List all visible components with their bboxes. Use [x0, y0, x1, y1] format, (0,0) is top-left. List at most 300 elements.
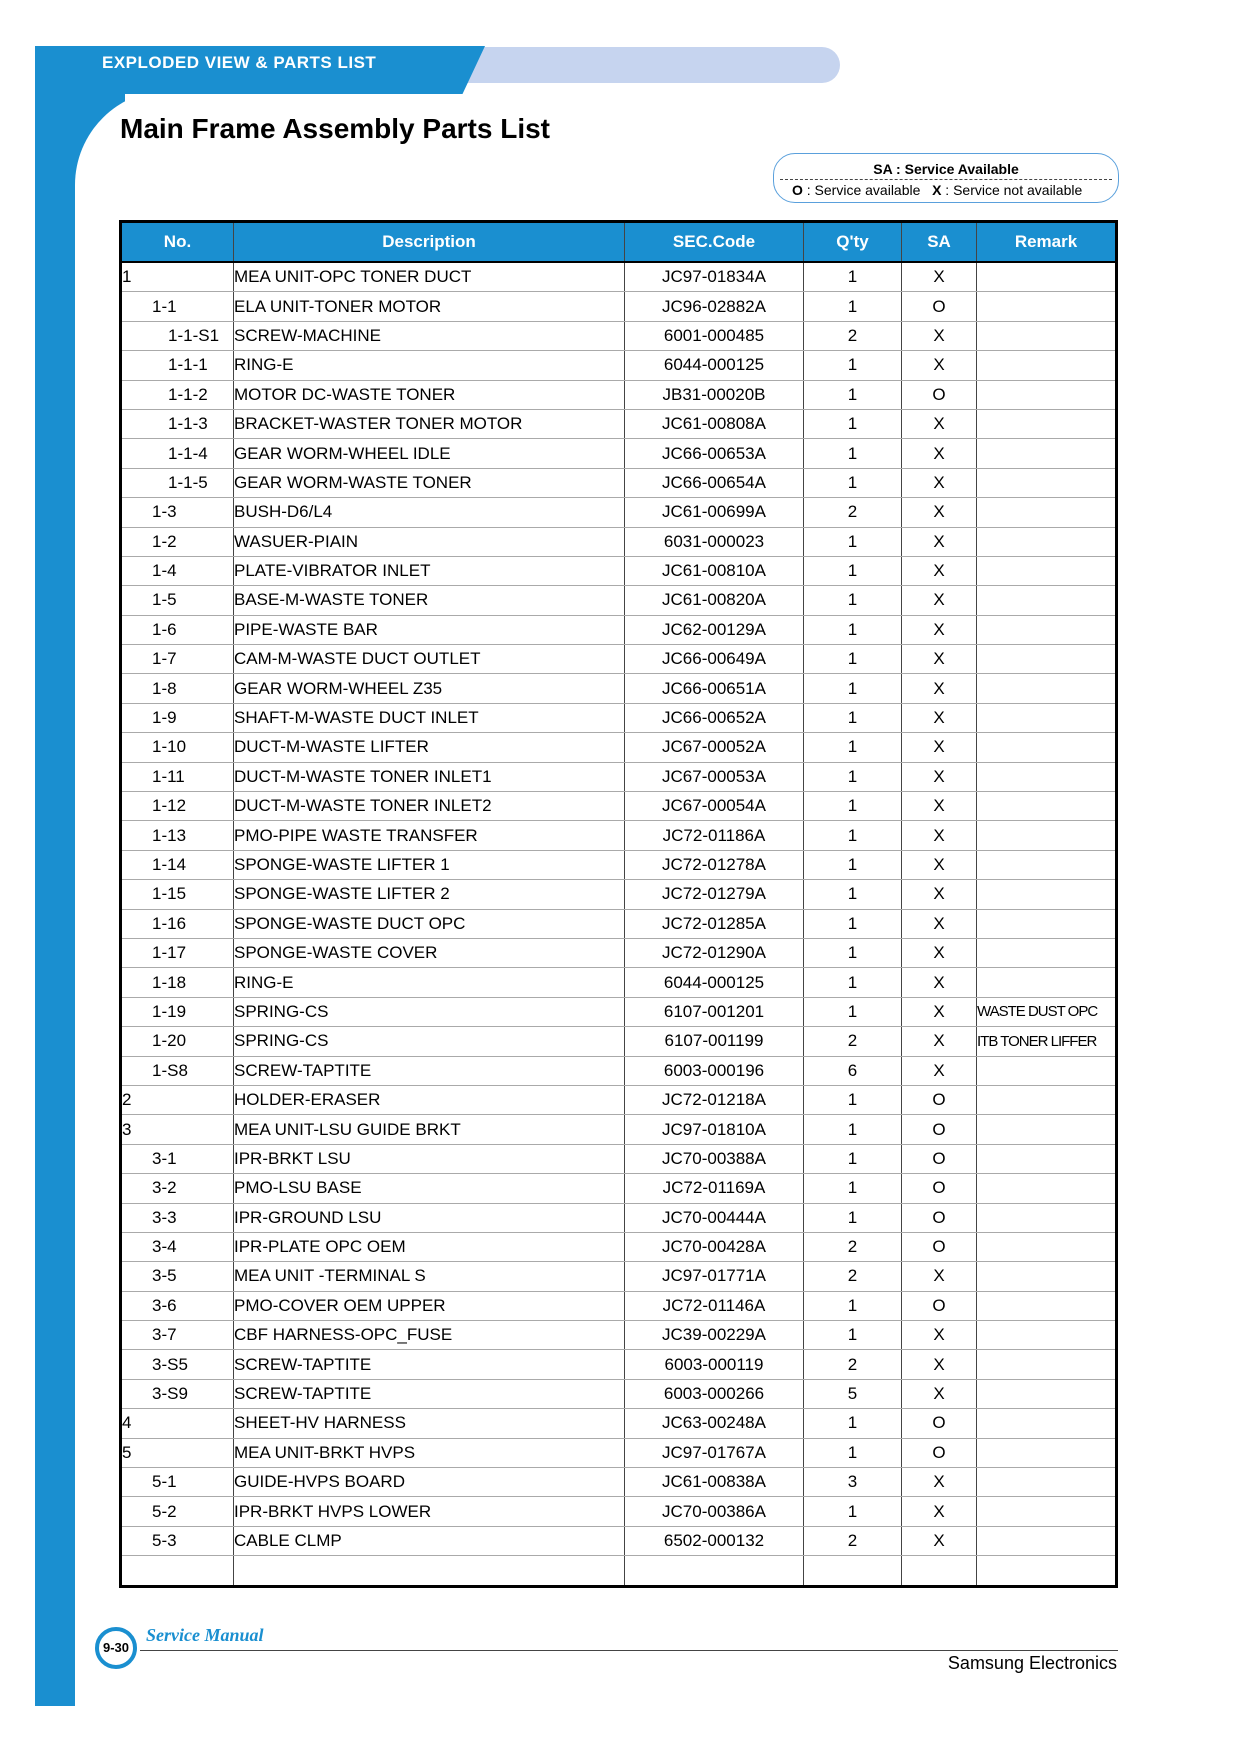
cell-sa: X [902, 1468, 977, 1497]
cell-qty: 1 [804, 262, 902, 292]
legend-x-symbol: X [932, 182, 942, 198]
table-row [121, 1379, 1117, 1408]
cell-no: 5-3 [121, 1526, 234, 1555]
cell-code: JC66-00654A [625, 468, 804, 497]
cell-no: 1-1-5 [121, 468, 234, 497]
cell-sa: X [902, 556, 977, 585]
cell-desc: SCREW-TAPTITE [234, 1379, 625, 1408]
column-header-sec-code: SEC.Code [625, 222, 804, 263]
legend-key [792, 182, 1082, 198]
cell-qty: 5 [804, 1379, 902, 1408]
table-row [121, 1526, 1117, 1555]
cell-remark [977, 1115, 1117, 1144]
cell-remark [977, 733, 1117, 762]
cell-code: JC66-00651A [625, 674, 804, 703]
cell-remark: ITB TONER LIFFER [977, 1027, 1117, 1056]
cell-qty: 2 [804, 1262, 902, 1291]
cell-code: 6001-000485 [625, 321, 804, 350]
cell-code: JC72-01278A [625, 850, 804, 879]
table-row [121, 468, 1117, 497]
cell-desc: DUCT-M-WASTE LIFTER [234, 733, 625, 762]
cell-sa: X [902, 674, 977, 703]
cell-desc: WASUER-PIAIN [234, 527, 625, 556]
cell-remark [977, 1232, 1117, 1261]
cell-sa: X [902, 321, 977, 350]
table-row [121, 1262, 1117, 1291]
cell-code: JC72-01279A [625, 880, 804, 909]
table-row [121, 1438, 1117, 1467]
cell-remark [977, 674, 1117, 703]
cell-qty: 3 [804, 1468, 902, 1497]
cell-no: 1-20 [121, 1027, 234, 1056]
cell-sa: O [902, 1174, 977, 1203]
table-row [121, 1115, 1117, 1144]
cell-remark [977, 409, 1117, 438]
cell-qty: 1 [804, 880, 902, 909]
cell-remark [977, 615, 1117, 644]
cell-qty: 1 [804, 1203, 902, 1232]
cell-sa: X [902, 468, 977, 497]
cell-desc: IPR-BRKT LSU [234, 1144, 625, 1173]
cell-code: JC70-00386A [625, 1497, 804, 1526]
cell-sa: X [902, 703, 977, 732]
table-row [121, 556, 1117, 585]
cell-no: 1-1-4 [121, 439, 234, 468]
cell-qty: 1 [804, 762, 902, 791]
cell-no: 1-8 [121, 674, 234, 703]
table-row [121, 938, 1117, 967]
parts-table-body [121, 262, 1117, 1586]
cell-qty: 1 [804, 1321, 902, 1350]
cell-desc: SPRING-CS [234, 997, 625, 1026]
table-row [121, 351, 1117, 380]
cell-desc: PLATE-VIBRATOR INLET [234, 556, 625, 585]
cell-sa: X [902, 1350, 977, 1379]
company-name: Samsung Electronics [947, 1653, 1117, 1673]
cell-desc: PMO-COVER OEM UPPER [234, 1291, 625, 1320]
cell-sa: X [902, 409, 977, 438]
cell-qty: 1 [804, 1144, 902, 1173]
cell-remark [977, 1321, 1117, 1350]
cell-qty: 1 [804, 850, 902, 879]
cell-code: 6044-000125 [625, 968, 804, 997]
cell-no: 5-1 [121, 1468, 234, 1497]
cell-no: 3-6 [121, 1291, 234, 1320]
cell-qty: 1 [804, 674, 902, 703]
cell-sa: O [902, 1232, 977, 1261]
cell-sa: X [902, 733, 977, 762]
table-row [121, 1291, 1117, 1320]
cell-desc: ELA UNIT-TONER MOTOR [234, 292, 625, 321]
cell-desc: DUCT-M-WASTE TONER INLET2 [234, 792, 625, 821]
cell-code: 6003-000266 [625, 1379, 804, 1408]
cell-desc: SCREW-TAPTITE [234, 1056, 625, 1085]
table-row [121, 1321, 1117, 1350]
cell-remark [977, 498, 1117, 527]
cell-remark [977, 586, 1117, 615]
cell-sa: O [902, 1409, 977, 1438]
cell-sa: X [902, 498, 977, 527]
cell-no: 5 [121, 1438, 234, 1467]
cell-remark [977, 968, 1117, 997]
table-row [121, 1556, 1117, 1586]
cell-desc: SHEET-HV HARNESS [234, 1409, 625, 1438]
cell-code: JC70-00428A [625, 1232, 804, 1261]
cell-remark [977, 645, 1117, 674]
cell-desc: PMO-PIPE WASTE TRANSFER [234, 821, 625, 850]
cell-sa: X [902, 1321, 977, 1350]
cell-qty: 1 [804, 821, 902, 850]
cell-code: JC61-00699A [625, 498, 804, 527]
cell-desc: SCREW-MACHINE [234, 321, 625, 350]
cell-qty: 1 [804, 351, 902, 380]
cell-remark [977, 1556, 1117, 1586]
cell-code: JC61-00838A [625, 1468, 804, 1497]
cell-code: JB31-00020B [625, 380, 804, 409]
table-row [121, 1027, 1117, 1056]
cell-desc: PIPE-WASTE BAR [234, 615, 625, 644]
cell-desc: GEAR WORM-WASTE TONER [234, 468, 625, 497]
cell-code: JC67-00054A [625, 792, 804, 821]
cell-no: 1-5 [121, 586, 234, 615]
cell-remark [977, 1144, 1117, 1173]
cell-remark [977, 321, 1117, 350]
cell-sa: O [902, 1203, 977, 1232]
cell-code: JC97-01810A [625, 1115, 804, 1144]
cell-remark [977, 1056, 1117, 1085]
cell-remark [977, 1379, 1117, 1408]
cell-code: JC72-01290A [625, 938, 804, 967]
cell-remark [977, 938, 1117, 967]
cell-qty: 6 [804, 1056, 902, 1085]
header-band [430, 47, 840, 83]
cell-desc: MEA UNIT-BRKT HVPS [234, 1438, 625, 1467]
cell-no: 2 [121, 1085, 234, 1114]
cell-no: 1-1-1 [121, 351, 234, 380]
cell-qty: 1 [804, 1438, 902, 1467]
cell-remark [977, 556, 1117, 585]
cell-no: 1-14 [121, 850, 234, 879]
cell-code: JC67-00053A [625, 762, 804, 791]
table-row [121, 850, 1117, 879]
cell-code: JC72-01186A [625, 821, 804, 850]
cell-code: 6107-001199 [625, 1027, 804, 1056]
cell-sa: O [902, 380, 977, 409]
cell-code: JC72-01218A [625, 1085, 804, 1114]
cell-qty: 1 [804, 409, 902, 438]
cell-code: 6107-001201 [625, 997, 804, 1026]
table-row [121, 880, 1117, 909]
cell-desc: GEAR WORM-WHEEL IDLE [234, 439, 625, 468]
cell-sa [902, 1556, 977, 1586]
cell-code: JC61-00820A [625, 586, 804, 615]
cell-sa: X [902, 615, 977, 644]
cell-no: 3 [121, 1115, 234, 1144]
cell-qty: 1 [804, 615, 902, 644]
cell-no: 3-4 [121, 1232, 234, 1261]
cell-desc: SPONGE-WASTE LIFTER 1 [234, 850, 625, 879]
cell-no: 1-S8 [121, 1056, 234, 1085]
cell-sa: X [902, 351, 977, 380]
cell-desc: MEA UNIT-LSU GUIDE BRKT [234, 1115, 625, 1144]
table-row [121, 968, 1117, 997]
section-label: EXPLODED VIEW & PARTS LIST [102, 53, 377, 72]
cell-no: 1-10 [121, 733, 234, 762]
cell-sa: X [902, 997, 977, 1026]
cell-qty: 1 [804, 997, 902, 1026]
page-number-badge: 9-30 [95, 1627, 137, 1669]
cell-remark [977, 1203, 1117, 1232]
cell-code: 6031-000023 [625, 527, 804, 556]
cell-remark [977, 1438, 1117, 1467]
cell-remark [977, 1174, 1117, 1203]
cell-remark [977, 821, 1117, 850]
cell-remark [977, 1262, 1117, 1291]
cell-sa: X [902, 645, 977, 674]
cell-no: 1-1-2 [121, 380, 234, 409]
cell-sa: X [902, 909, 977, 938]
cell-qty: 1 [804, 439, 902, 468]
cell-desc: IPR-PLATE OPC OEM [234, 1232, 625, 1261]
legend-x-text: : Service not available [941, 182, 1083, 198]
cell-code: JC72-01285A [625, 909, 804, 938]
cell-qty: 2 [804, 498, 902, 527]
table-row [121, 1203, 1117, 1232]
cell-desc [234, 1556, 625, 1586]
cell-no: 3-2 [121, 1174, 234, 1203]
cell-sa: X [902, 1262, 977, 1291]
cell-sa: X [902, 792, 977, 821]
cell-sa: X [902, 262, 977, 292]
cell-sa: X [902, 1526, 977, 1555]
cell-desc: BUSH-D6/L4 [234, 498, 625, 527]
legend-o-text: : Service available [802, 182, 933, 198]
table-row [121, 909, 1117, 938]
cell-qty: 1 [804, 586, 902, 615]
table-row [121, 1144, 1117, 1173]
cell-no: 3-5 [121, 1262, 234, 1291]
cell-sa: X [902, 850, 977, 879]
cell-qty: 1 [804, 1409, 902, 1438]
cell-desc: MEA UNIT-OPC TONER DUCT [234, 262, 625, 292]
cell-no: 1-9 [121, 703, 234, 732]
cell-no: 1-4 [121, 556, 234, 585]
cell-sa: X [902, 968, 977, 997]
table-row [121, 997, 1117, 1026]
cell-remark [977, 262, 1117, 292]
cell-qty: 1 [804, 468, 902, 497]
cell-desc: CAM-M-WASTE DUCT OUTLET [234, 645, 625, 674]
page-title: Main Frame Assembly Parts List [120, 113, 551, 144]
cell-sa: O [902, 1438, 977, 1467]
cell-qty: 2 [804, 1232, 902, 1261]
cell-remark [977, 1291, 1117, 1320]
cell-sa: O [902, 1291, 977, 1320]
cell-no: 1-11 [121, 762, 234, 791]
cell-no: 3-7 [121, 1321, 234, 1350]
cell-remark [977, 880, 1117, 909]
cell-remark [977, 909, 1117, 938]
cell-code: JC96-02882A [625, 292, 804, 321]
cell-no: 3-3 [121, 1203, 234, 1232]
table-row [121, 1409, 1117, 1438]
cell-no: 4 [121, 1409, 234, 1438]
cell-desc: MEA UNIT -TERMINAL S [234, 1262, 625, 1291]
cell-desc: MOTOR DC-WASTE TONER [234, 380, 625, 409]
cell-code: JC72-01169A [625, 1174, 804, 1203]
cell-no: 1-16 [121, 909, 234, 938]
cell-no: 1-2 [121, 527, 234, 556]
cell-qty: 1 [804, 527, 902, 556]
sa-legend [773, 153, 1119, 203]
cell-code: JC62-00129A [625, 615, 804, 644]
table-row [121, 1056, 1117, 1085]
cell-remark [977, 1468, 1117, 1497]
table-row [121, 615, 1117, 644]
cell-sa: X [902, 1056, 977, 1085]
cell-qty: 1 [804, 938, 902, 967]
cell-sa: X [902, 762, 977, 791]
cell-qty: 2 [804, 1027, 902, 1056]
column-header-remark: Remark [977, 222, 1117, 263]
table-row [121, 821, 1117, 850]
cell-code: JC70-00444A [625, 1203, 804, 1232]
cell-remark: WASTE DUST OPC [977, 997, 1117, 1026]
cell-desc: CBF HARNESS-OPC_FUSE [234, 1321, 625, 1350]
cell-code: JC67-00052A [625, 733, 804, 762]
legend-divider [780, 179, 1112, 180]
cell-remark [977, 850, 1117, 879]
table-row [121, 498, 1117, 527]
cell-sa: X [902, 527, 977, 556]
table-row [121, 439, 1117, 468]
cell-qty: 1 [804, 292, 902, 321]
cell-no: 1-13 [121, 821, 234, 850]
legend-o-symbol: O [792, 182, 803, 198]
cell-no: 1-7 [121, 645, 234, 674]
cell-desc: SPONGE-WASTE COVER [234, 938, 625, 967]
cell-no: 3-S5 [121, 1350, 234, 1379]
cell-desc: SPONGE-WASTE DUCT OPC [234, 909, 625, 938]
cell-code: 6003-000196 [625, 1056, 804, 1085]
cell-qty: 1 [804, 792, 902, 821]
cell-qty: 1 [804, 909, 902, 938]
cell-sa: X [902, 1497, 977, 1526]
cell-no: 3-1 [121, 1144, 234, 1173]
cell-remark [977, 1497, 1117, 1526]
table-row [121, 1468, 1117, 1497]
cell-qty: 2 [804, 321, 902, 350]
cell-desc: BASE-M-WASTE TONER [234, 586, 625, 615]
cell-no: 1-6 [121, 615, 234, 644]
cell-no: 1-1-3 [121, 409, 234, 438]
legend-title: SA : Service Available [873, 161, 1019, 177]
cell-code: JC97-01771A [625, 1262, 804, 1291]
cell-no: 3-S9 [121, 1379, 234, 1408]
cell-code: JC72-01146A [625, 1291, 804, 1320]
cell-qty: 1 [804, 1291, 902, 1320]
table-header-row [121, 222, 1117, 263]
table-row [121, 1085, 1117, 1114]
cell-desc: RING-E [234, 351, 625, 380]
column-header-no: No. [121, 222, 234, 263]
cell-qty: 1 [804, 1497, 902, 1526]
cell-desc: SCREW-TAPTITE [234, 1350, 625, 1379]
column-header-description: Description [234, 222, 625, 263]
cell-no: 1-3 [121, 498, 234, 527]
cell-desc: SPONGE-WASTE LIFTER 2 [234, 880, 625, 909]
cell-qty: 1 [804, 968, 902, 997]
cell-qty: 1 [804, 703, 902, 732]
cell-sa: X [902, 821, 977, 850]
table-row [121, 1232, 1117, 1261]
cell-code: JC66-00653A [625, 439, 804, 468]
cell-code: JC66-00652A [625, 703, 804, 732]
cell-qty: 1 [804, 556, 902, 585]
cell-sa: X [902, 938, 977, 967]
table-row [121, 380, 1117, 409]
cell-desc: SPRING-CS [234, 1027, 625, 1056]
cell-code: JC61-00810A [625, 556, 804, 585]
parts-table [119, 220, 1118, 1588]
cell-no: 1-1-S1 [121, 321, 234, 350]
cell-no: 1-18 [121, 968, 234, 997]
cell-remark [977, 527, 1117, 556]
cell-sa: X [902, 439, 977, 468]
cell-code: JC70-00388A [625, 1144, 804, 1173]
table-row [121, 792, 1117, 821]
cell-sa: O [902, 292, 977, 321]
cell-remark [977, 762, 1117, 791]
cell-no: 1-1 [121, 292, 234, 321]
cell-qty: 1 [804, 1174, 902, 1203]
cell-desc: CABLE CLMP [234, 1526, 625, 1555]
cell-remark [977, 468, 1117, 497]
cell-no [121, 1556, 234, 1586]
table-row [121, 1350, 1117, 1379]
table-row [121, 321, 1117, 350]
table-row [121, 1497, 1117, 1526]
cell-sa: O [902, 1115, 977, 1144]
cell-code: JC63-00248A [625, 1409, 804, 1438]
cell-desc: DUCT-M-WASTE TONER INLET1 [234, 762, 625, 791]
table-row [121, 586, 1117, 615]
cell-desc: PMO-LSU BASE [234, 1174, 625, 1203]
service-manual-label: Service Manual [146, 1625, 264, 1645]
table-row [121, 733, 1117, 762]
table-row [121, 1174, 1117, 1203]
cell-sa: X [902, 1379, 977, 1408]
cell-code: JC97-01834A [625, 262, 804, 292]
cell-remark [977, 703, 1117, 732]
cell-code: 6044-000125 [625, 351, 804, 380]
cell-qty: 1 [804, 1115, 902, 1144]
cell-remark [977, 351, 1117, 380]
cell-qty: 2 [804, 1350, 902, 1379]
table-row [121, 527, 1117, 556]
column-header-qty: Q'ty [804, 222, 902, 263]
cell-no: 5-2 [121, 1497, 234, 1526]
cell-desc: HOLDER-ERASER [234, 1085, 625, 1114]
cell-code: 6502-000132 [625, 1526, 804, 1555]
cell-code [625, 1556, 804, 1586]
cell-qty [804, 1556, 902, 1586]
cell-code: 6003-000119 [625, 1350, 804, 1379]
cell-no: 1-19 [121, 997, 234, 1026]
cell-sa: O [902, 1085, 977, 1114]
cell-no: 1-15 [121, 880, 234, 909]
cell-remark [977, 439, 1117, 468]
